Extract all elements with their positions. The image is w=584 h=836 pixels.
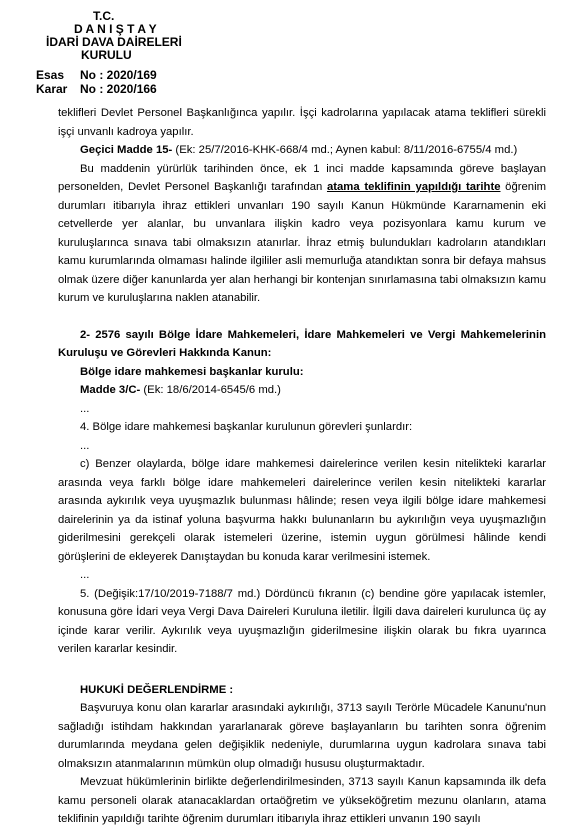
paragraph-2-emphasis: atama teklifinin yapıldığı tarihte (326, 181, 501, 193)
paragraph-2 (58, 160, 546, 308)
madde-3c-heading (58, 381, 546, 400)
gecici-madde-title: Geçici Madde 15- (80, 144, 173, 156)
header-court-name: D A N I Ş T A Y (74, 22, 157, 36)
karar-row (36, 82, 157, 96)
karar-label: Karar (36, 82, 68, 96)
ellipsis-3: ... (80, 569, 90, 581)
madde-3c-ref: (Ek: 18/6/2014-6545/6 md.) (140, 384, 281, 396)
section-2-title: 2- 2576 sayılı Bölge İdare Mahkemeleri, İdare Mahkemeleri ve Vergi Mahkemelerinin Kuruluşu ve Görevleri Hakkında Kanun: (58, 328, 546, 359)
header-department: İDARİ DAVA DAİRELERİ (46, 35, 182, 49)
header-tc: T.C. (93, 9, 115, 23)
item-4: 4. Bölge idare mahkemesi başkanlar kurulunun görevleri şunlardır: (80, 421, 413, 433)
esas-value: No : 2020/169 (80, 68, 157, 82)
gecici-madde-heading (58, 141, 546, 160)
madde-3c-title: Madde 3/C- (80, 384, 141, 396)
ellipsis-1: ... (80, 402, 90, 415)
section-2-subtitle: Bölge idare mahkemesi başkanlar kurulu: (80, 365, 304, 378)
paragraph-2-part-c: öğrenim durumları itibarıyla ihraz ettikleri unvanları 190 sayılı Kanun Hükmünde Kararnamenin eki cetvellerde yer alanlar, bu unvanlara ilişkin kadro veya pozisyonlara kamu kurum ve kuruluşlarınca sınava tabi olmaksızın atanırlar. İhraz etmiş bulundukları kadroların atandıkları kamu kurumlarında olmaması halinde ilgililer asli memurluğa atandıktan sonra bir defaya mahsus olmak üzere diğer kanunlarda yer alan herhangi bir kontenjan sınırlamasına tabi olmaksızın kamu kurum ve kuruluşlarına naklen atanabilir. (58, 181, 546, 304)
gecici-madde-ref: (Ek: 25/7/2016-KHK-668/4 md.; Aynen kabul: 8/11/2016-6755/4 md.) (172, 144, 518, 156)
esas-row (36, 68, 157, 82)
paragraph-4: Mevzuat hükümlerinin birlikte değerlendirilmesinden, 3713 sayılı Kanun kapsamında ilk defa kamu personeli olarak atanacaklardan ortaöğretim ve yükseköğretim mezunu olanların, atama teklifinin yapıldığı tarihte öğrenim durumları itibarıyla ihraz ettikleri unvanın 190 sayılı (58, 776, 546, 825)
document-body (58, 104, 546, 829)
esas-label: Esas (36, 68, 65, 82)
paragraph-1: teklifleri Devlet Personel Başkanlığınca yapılır. İşçi kadrolarına yapılacak atama teklifleri sürekli işçi unvanlı kadroya yapılır. (58, 107, 546, 138)
spacer (58, 308, 546, 326)
header-board: KURULU (81, 48, 132, 62)
ellipsis-2: ... (80, 439, 90, 452)
section-heading-hukuki: HUKUKİ DEĞERLENDİRME : (80, 683, 234, 696)
case-numbers (36, 68, 157, 96)
spacer (58, 659, 546, 681)
item-5: 5. (Değişik:17/10/2019-7188/7 md.) Dördüncü fıkranın (c) bendine göre yapılacak istemler, konusuna göre İdari veya Vergi Dava Daireleri Kuruluna iletilir. İlgili dava daireleri kurulunca üç ay içinde karar verilir. Aykırılık veya uyuşmazlığın giderilmesine ilişkin olarak bu fıkra uyarınca verilen kararlar kesindir. (58, 587, 546, 655)
karar-value: No : 2020/166 (80, 82, 157, 96)
item-c: c) Benzer olaylarda, bölge idare mahkemesi dairelerince verilen kesin nitelikteki kararlar arasında veya farklı bölge idare mahkemeleri dairelerince verilen kesin nitelikteki kararlar arasında aykırılık veya uyuşmazlık bulunması hâlinde; resen veya ilgili bölge idare mahkemesi dairelerinin ya da istinaf yoluna başvurma hakkı bulunanların bu aykırılığın veya uyuşmazlığın giderilmesini gerekçeli olarak istemeleri üzerine, istemin uygun görülmesi hâlinde kendi görüşlerini de ekleyerek Danıştaydan bu konuda karar verilmesini istemek. (58, 458, 546, 563)
paragraph-3: Başvuruya konu olan kararlar arasındaki aykırılığı, 3713 sayılı Terörle Mücadele Kanunu'nun sağladığı istihdam hakkından yararlanarak göreve başlayanların bu tarihten sonra öğrenim durumlarında meydana gelen değişiklik nedeniyle, durumlarına uygun kadrolara sınava tabi olmaksızın atanmalarının mümkün olup olmadığı hususu oluşturmaktadır. (58, 702, 546, 770)
paragraph-2-part-a: Bu maddenin yürürlük tarihinden önce, ek 1 inci madde kapsamında göreve başlayan personelden, Devlet Personel Başkanlığı tarafından (58, 162, 546, 193)
